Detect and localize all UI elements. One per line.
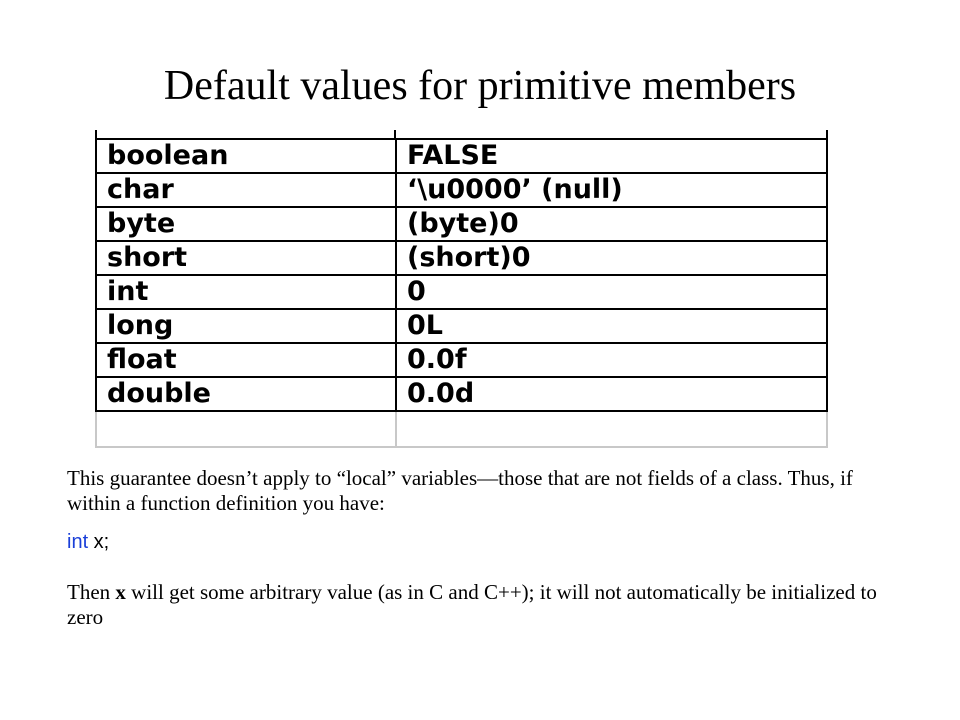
note-prefix: Then	[67, 580, 116, 604]
arbitrary-value-note	[67, 580, 897, 630]
type-cell: char	[96, 173, 396, 207]
code-text: x;	[88, 531, 110, 553]
table-row	[96, 343, 827, 377]
default-value-cell: (byte)0	[396, 207, 827, 241]
type-cell: long	[96, 309, 396, 343]
table-top-stub	[95, 130, 97, 138]
variable-name: x	[115, 580, 126, 604]
table-top-stub	[826, 130, 828, 138]
type-cell: short	[96, 241, 396, 275]
default-value-cell: 0L	[396, 309, 827, 343]
note-rest: will get some arbitrary value (as in C and C++); it will not automatically be initialized to zero	[67, 580, 877, 629]
code-keyword: int	[67, 531, 89, 553]
table-row	[96, 275, 827, 309]
type-cell: int	[96, 275, 396, 309]
empty-table-row	[96, 411, 827, 447]
table-row	[96, 241, 827, 275]
local-variable-note: This guarantee doesn’t apply to “local” variables—those that are not fields of a class. Thus, if within a function definition you have:	[67, 466, 853, 515]
default-value-cell: 0	[396, 275, 827, 309]
type-cell: float	[96, 343, 396, 377]
table-row	[96, 377, 827, 411]
default-value-cell: 0.0f	[396, 343, 827, 377]
default-value-cell: ‘\u0000’ (null)	[396, 173, 827, 207]
type-cell: boolean	[96, 139, 396, 173]
table-row	[96, 173, 827, 207]
type-cell: double	[96, 377, 396, 411]
empty-cell	[96, 411, 396, 447]
default-value-cell: (short)0	[396, 241, 827, 275]
default-value-cell: FALSE	[396, 139, 827, 173]
code-example	[67, 530, 109, 554]
table-row	[96, 207, 827, 241]
types-table	[95, 138, 828, 448]
default-value-cell: 0.0d	[396, 377, 827, 411]
type-cell: byte	[96, 207, 396, 241]
table-top-stub	[394, 130, 396, 138]
slide-title: Default values for primitive members	[163, 63, 797, 109]
table-row	[96, 309, 827, 343]
table-row	[96, 139, 827, 173]
default-values-table	[95, 130, 828, 460]
empty-cell	[396, 411, 827, 447]
